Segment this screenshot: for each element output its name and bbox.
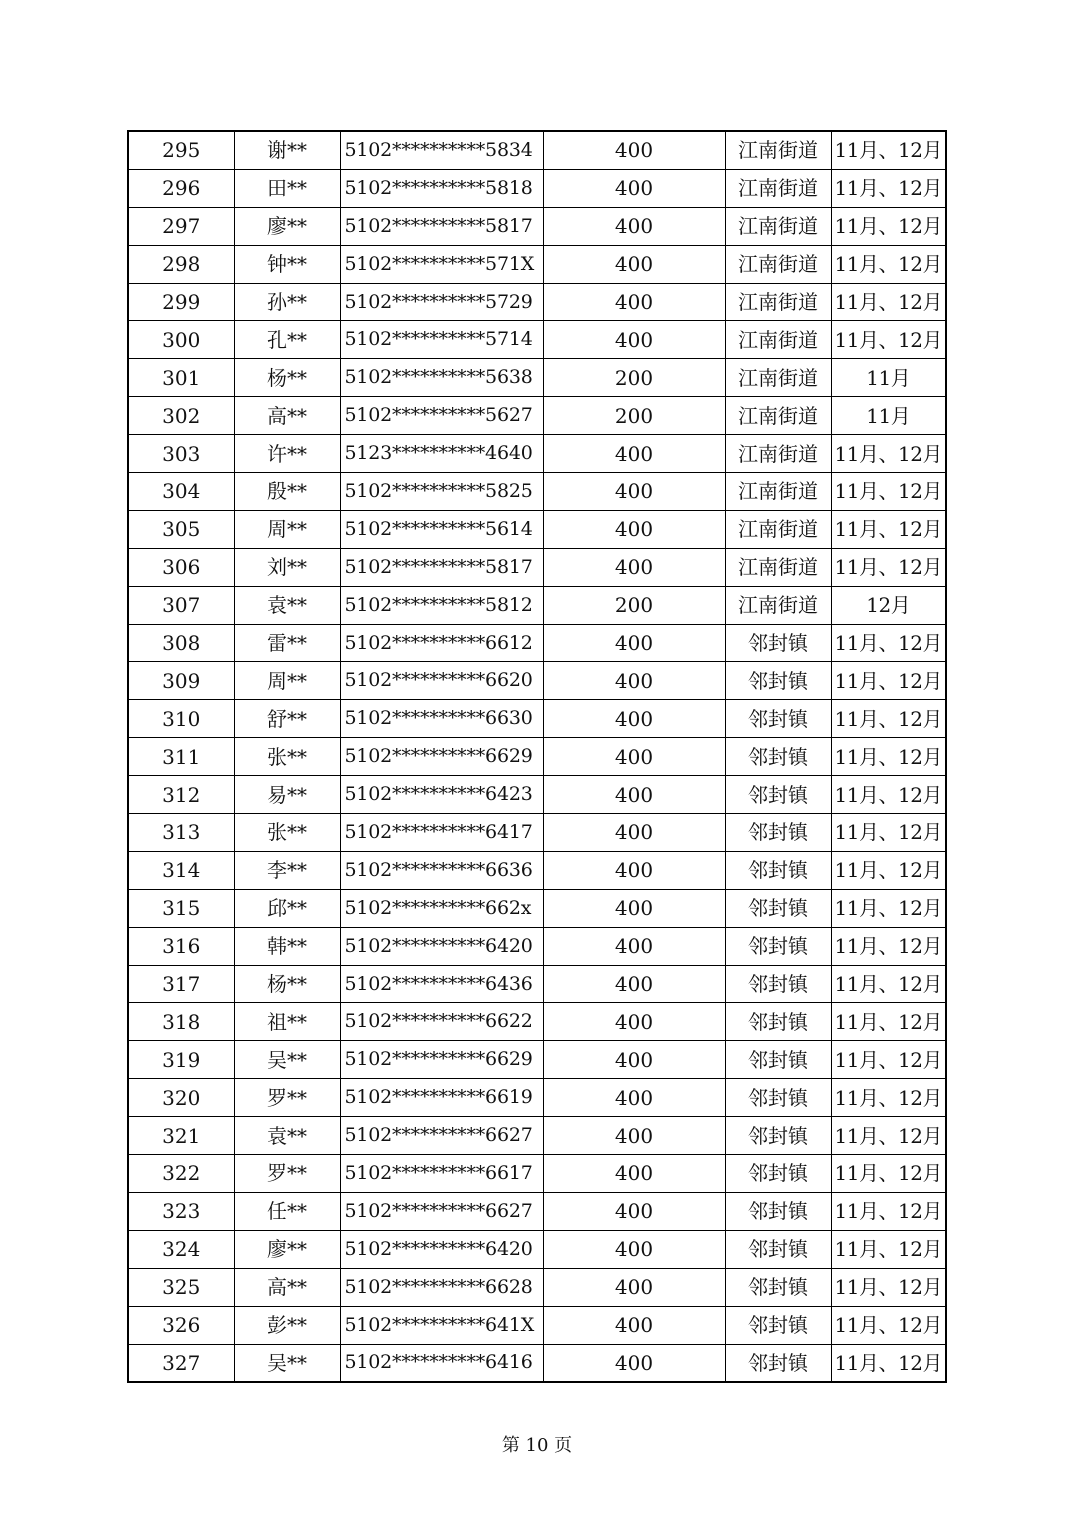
id-number-cell: 5102**********5729 — [340, 283, 543, 321]
amount-cell: 400 — [543, 1003, 725, 1041]
amount-cell: 400 — [543, 207, 725, 245]
serial-number-cell: 325 — [128, 1268, 234, 1306]
table-row — [128, 207, 946, 245]
name-cell: 殷** — [234, 473, 340, 511]
table-row — [128, 776, 946, 814]
region-cell: 邻封镇 — [725, 814, 831, 852]
serial-number-cell: 310 — [128, 700, 234, 738]
table-row — [128, 397, 946, 435]
month-cell: 11月、12月 — [831, 889, 946, 927]
table-row — [128, 1230, 946, 1268]
amount-cell: 400 — [543, 624, 725, 662]
month-cell: 11月、12月 — [831, 283, 946, 321]
amount-cell: 400 — [543, 738, 725, 776]
month-cell: 11月、12月 — [831, 1192, 946, 1230]
name-cell: 张** — [234, 814, 340, 852]
month-cell: 11月、12月 — [831, 131, 946, 169]
serial-number-cell: 300 — [128, 321, 234, 359]
serial-number-cell: 295 — [128, 131, 234, 169]
amount-cell: 400 — [543, 889, 725, 927]
serial-number-cell: 324 — [128, 1230, 234, 1268]
region-cell: 邻封镇 — [725, 1155, 831, 1193]
id-number-cell: 5102**********6622 — [340, 1003, 543, 1041]
id-number-cell: 5102**********6629 — [340, 1041, 543, 1079]
name-cell: 任** — [234, 1192, 340, 1230]
name-cell: 李** — [234, 851, 340, 889]
name-cell: 杨** — [234, 965, 340, 1003]
table-body — [128, 131, 946, 1382]
serial-number-cell: 319 — [128, 1041, 234, 1079]
region-cell: 邻封镇 — [725, 738, 831, 776]
name-cell: 许** — [234, 435, 340, 473]
month-cell: 11月、12月 — [831, 624, 946, 662]
id-number-cell: 5102**********6420 — [340, 927, 543, 965]
serial-number-cell: 309 — [128, 662, 234, 700]
region-cell: 江南街道 — [725, 207, 831, 245]
month-cell: 11月、12月 — [831, 1117, 946, 1155]
region-cell: 邻封镇 — [725, 1079, 831, 1117]
amount-cell: 400 — [543, 927, 725, 965]
region-cell: 邻封镇 — [725, 1306, 831, 1344]
amount-cell: 400 — [543, 1230, 725, 1268]
name-cell: 韩** — [234, 927, 340, 965]
serial-number-cell: 298 — [128, 245, 234, 283]
id-number-cell: 5102**********5834 — [340, 131, 543, 169]
region-cell: 邻封镇 — [725, 1344, 831, 1382]
month-cell: 11月、12月 — [831, 1230, 946, 1268]
page-number: 第 10 页 — [501, 1435, 573, 1456]
name-cell: 廖** — [234, 207, 340, 245]
name-cell: 孔** — [234, 321, 340, 359]
region-cell: 江南街道 — [725, 169, 831, 207]
month-cell: 12月 — [831, 586, 946, 624]
serial-number-cell: 313 — [128, 814, 234, 852]
id-number-cell: 5102**********5714 — [340, 321, 543, 359]
amount-cell: 400 — [543, 510, 725, 548]
serial-number-cell: 303 — [128, 435, 234, 473]
region-cell: 邻封镇 — [725, 1117, 831, 1155]
table-row — [128, 1192, 946, 1230]
amount-cell: 400 — [543, 965, 725, 1003]
table-row — [128, 169, 946, 207]
table-row — [128, 889, 946, 927]
table-row — [128, 1155, 946, 1193]
table-row — [128, 814, 946, 852]
table-row — [128, 1079, 946, 1117]
id-number-cell: 5102**********5627 — [340, 397, 543, 435]
region-cell: 邻封镇 — [725, 1192, 831, 1230]
region-cell: 邻封镇 — [725, 1041, 831, 1079]
serial-number-cell: 322 — [128, 1155, 234, 1193]
name-cell: 孙** — [234, 283, 340, 321]
month-cell: 11月、12月 — [831, 927, 946, 965]
id-number-cell: 5102**********5817 — [340, 548, 543, 586]
region-cell: 邻封镇 — [725, 927, 831, 965]
table-row — [128, 1344, 946, 1382]
amount-cell: 400 — [543, 851, 725, 889]
name-cell: 张** — [234, 738, 340, 776]
table-row — [128, 624, 946, 662]
id-number-cell: 5102**********6423 — [340, 776, 543, 814]
name-cell: 舒** — [234, 700, 340, 738]
region-cell: 江南街道 — [725, 283, 831, 321]
amount-cell: 400 — [543, 1117, 725, 1155]
table-row — [128, 1268, 946, 1306]
name-cell: 周** — [234, 510, 340, 548]
region-cell: 江南街道 — [725, 397, 831, 435]
month-cell: 11月、12月 — [831, 1003, 946, 1041]
id-number-cell: 5102**********6436 — [340, 965, 543, 1003]
name-cell: 易** — [234, 776, 340, 814]
serial-number-cell: 304 — [128, 473, 234, 511]
table-row — [128, 359, 946, 397]
name-cell: 周** — [234, 662, 340, 700]
id-number-cell: 5102**********641X — [340, 1306, 543, 1344]
month-cell: 11月、12月 — [831, 1344, 946, 1382]
table-row — [128, 1041, 946, 1079]
name-cell: 杨** — [234, 359, 340, 397]
name-cell: 吴** — [234, 1344, 340, 1382]
amount-cell: 400 — [543, 548, 725, 586]
serial-number-cell: 327 — [128, 1344, 234, 1382]
amount-cell: 400 — [543, 1306, 725, 1344]
month-cell: 11月 — [831, 359, 946, 397]
name-cell: 钟** — [234, 245, 340, 283]
region-cell: 江南街道 — [725, 435, 831, 473]
table-row — [128, 131, 946, 169]
name-cell: 廖** — [234, 1230, 340, 1268]
id-number-cell: 5102**********6627 — [340, 1117, 543, 1155]
region-cell: 邻封镇 — [725, 1230, 831, 1268]
id-number-cell: 5102**********6628 — [340, 1268, 543, 1306]
id-number-cell: 5102**********571X — [340, 245, 543, 283]
region-cell: 邻封镇 — [725, 700, 831, 738]
month-cell: 11月、12月 — [831, 207, 946, 245]
amount-cell: 400 — [543, 435, 725, 473]
name-cell: 袁** — [234, 586, 340, 624]
month-cell: 11月、12月 — [831, 1079, 946, 1117]
serial-number-cell: 311 — [128, 738, 234, 776]
serial-number-cell: 323 — [128, 1192, 234, 1230]
table-row — [128, 435, 946, 473]
id-number-cell: 5102**********6416 — [340, 1344, 543, 1382]
name-cell: 袁** — [234, 1117, 340, 1155]
table-row — [128, 965, 946, 1003]
serial-number-cell: 314 — [128, 851, 234, 889]
name-cell: 罗** — [234, 1155, 340, 1193]
month-cell: 11月、12月 — [831, 1041, 946, 1079]
table-row — [128, 473, 946, 511]
month-cell: 11月、12月 — [831, 965, 946, 1003]
table-row — [128, 510, 946, 548]
id-number-cell: 5102**********6619 — [340, 1079, 543, 1117]
region-cell: 江南街道 — [725, 321, 831, 359]
region-cell: 邻封镇 — [725, 1268, 831, 1306]
id-number-cell: 5102**********6417 — [340, 814, 543, 852]
serial-number-cell: 315 — [128, 889, 234, 927]
month-cell: 11月、12月 — [831, 1268, 946, 1306]
table-row — [128, 1306, 946, 1344]
table-row — [128, 700, 946, 738]
amount-cell: 400 — [543, 245, 725, 283]
month-cell: 11月、12月 — [831, 510, 946, 548]
table-row — [128, 321, 946, 359]
amount-cell: 400 — [543, 1268, 725, 1306]
amount-cell: 400 — [543, 1192, 725, 1230]
serial-number-cell: 297 — [128, 207, 234, 245]
month-cell: 11月、12月 — [831, 321, 946, 359]
table-row — [128, 851, 946, 889]
amount-cell: 200 — [543, 359, 725, 397]
region-cell: 邻封镇 — [725, 851, 831, 889]
id-number-cell: 5123**********4640 — [340, 435, 543, 473]
month-cell: 11月、12月 — [831, 1155, 946, 1193]
region-cell: 江南街道 — [725, 473, 831, 511]
id-number-cell: 5102**********5825 — [340, 473, 543, 511]
name-cell: 祖** — [234, 1003, 340, 1041]
id-number-cell: 5102**********6420 — [340, 1230, 543, 1268]
name-cell: 田** — [234, 169, 340, 207]
serial-number-cell: 321 — [128, 1117, 234, 1155]
region-cell: 邻封镇 — [725, 965, 831, 1003]
name-cell: 高** — [234, 1268, 340, 1306]
id-number-cell: 5102**********6617 — [340, 1155, 543, 1193]
serial-number-cell: 299 — [128, 283, 234, 321]
region-cell: 邻封镇 — [725, 624, 831, 662]
amount-cell: 400 — [543, 1155, 725, 1193]
amount-cell: 400 — [543, 283, 725, 321]
id-number-cell: 5102**********662x — [340, 889, 543, 927]
name-cell: 吴** — [234, 1041, 340, 1079]
region-cell: 邻封镇 — [725, 776, 831, 814]
serial-number-cell: 307 — [128, 586, 234, 624]
name-cell: 高** — [234, 397, 340, 435]
amount-cell: 400 — [543, 1344, 725, 1382]
name-cell: 邱** — [234, 889, 340, 927]
id-number-cell: 5102**********6630 — [340, 700, 543, 738]
table-row — [128, 548, 946, 586]
amount-cell: 200 — [543, 397, 725, 435]
month-cell: 11月、12月 — [831, 814, 946, 852]
table-row — [128, 927, 946, 965]
serial-number-cell: 308 — [128, 624, 234, 662]
amount-cell: 400 — [543, 700, 725, 738]
name-cell: 雷** — [234, 624, 340, 662]
region-cell: 江南街道 — [725, 245, 831, 283]
id-number-cell: 5102**********5638 — [340, 359, 543, 397]
amount-cell: 200 — [543, 586, 725, 624]
id-number-cell: 5102**********6636 — [340, 851, 543, 889]
name-cell: 刘** — [234, 548, 340, 586]
month-cell: 11月、12月 — [831, 738, 946, 776]
table-row — [128, 1117, 946, 1155]
id-number-cell: 5102**********5817 — [340, 207, 543, 245]
amount-cell: 400 — [543, 321, 725, 359]
amount-cell: 400 — [543, 814, 725, 852]
table-row — [128, 1003, 946, 1041]
region-cell: 江南街道 — [725, 586, 831, 624]
month-cell: 11月、12月 — [831, 435, 946, 473]
name-cell: 罗** — [234, 1079, 340, 1117]
serial-number-cell: 302 — [128, 397, 234, 435]
id-number-cell: 5102**********6629 — [340, 738, 543, 776]
region-cell: 邻封镇 — [725, 1003, 831, 1041]
serial-number-cell: 305 — [128, 510, 234, 548]
name-cell: 谢** — [234, 131, 340, 169]
region-cell: 邻封镇 — [725, 662, 831, 700]
data-table — [127, 130, 947, 1383]
region-cell: 江南街道 — [725, 510, 831, 548]
month-cell: 11月、12月 — [831, 700, 946, 738]
serial-number-cell: 317 — [128, 965, 234, 1003]
region-cell: 邻封镇 — [725, 889, 831, 927]
region-cell: 江南街道 — [725, 131, 831, 169]
name-cell: 彭** — [234, 1306, 340, 1344]
id-number-cell: 5102**********5614 — [340, 510, 543, 548]
region-cell: 江南街道 — [725, 359, 831, 397]
amount-cell: 400 — [543, 1079, 725, 1117]
serial-number-cell: 296 — [128, 169, 234, 207]
month-cell: 11月 — [831, 397, 946, 435]
table-row — [128, 283, 946, 321]
serial-number-cell: 301 — [128, 359, 234, 397]
amount-cell: 400 — [543, 131, 725, 169]
amount-cell: 400 — [543, 662, 725, 700]
month-cell: 11月、12月 — [831, 1306, 946, 1344]
region-cell: 江南街道 — [725, 548, 831, 586]
amount-cell: 400 — [543, 776, 725, 814]
serial-number-cell: 326 — [128, 1306, 234, 1344]
table-row — [128, 586, 946, 624]
month-cell: 11月、12月 — [831, 473, 946, 511]
serial-number-cell: 320 — [128, 1079, 234, 1117]
month-cell: 11月、12月 — [831, 548, 946, 586]
month-cell: 11月、12月 — [831, 662, 946, 700]
month-cell: 11月、12月 — [831, 169, 946, 207]
id-number-cell: 5102**********6627 — [340, 1192, 543, 1230]
id-number-cell: 5102**********5812 — [340, 586, 543, 624]
serial-number-cell: 318 — [128, 1003, 234, 1041]
month-cell: 11月、12月 — [831, 245, 946, 283]
amount-cell: 400 — [543, 169, 725, 207]
amount-cell: 400 — [543, 1041, 725, 1079]
amount-cell: 400 — [543, 473, 725, 511]
table-row — [128, 738, 946, 776]
id-number-cell: 5102**********6612 — [340, 624, 543, 662]
id-number-cell: 5102**********6620 — [340, 662, 543, 700]
month-cell: 11月、12月 — [831, 851, 946, 889]
id-number-cell: 5102**********5818 — [340, 169, 543, 207]
serial-number-cell: 306 — [128, 548, 234, 586]
table-row — [128, 245, 946, 283]
serial-number-cell: 312 — [128, 776, 234, 814]
month-cell: 11月、12月 — [831, 776, 946, 814]
table-row — [128, 662, 946, 700]
serial-number-cell: 316 — [128, 927, 234, 965]
